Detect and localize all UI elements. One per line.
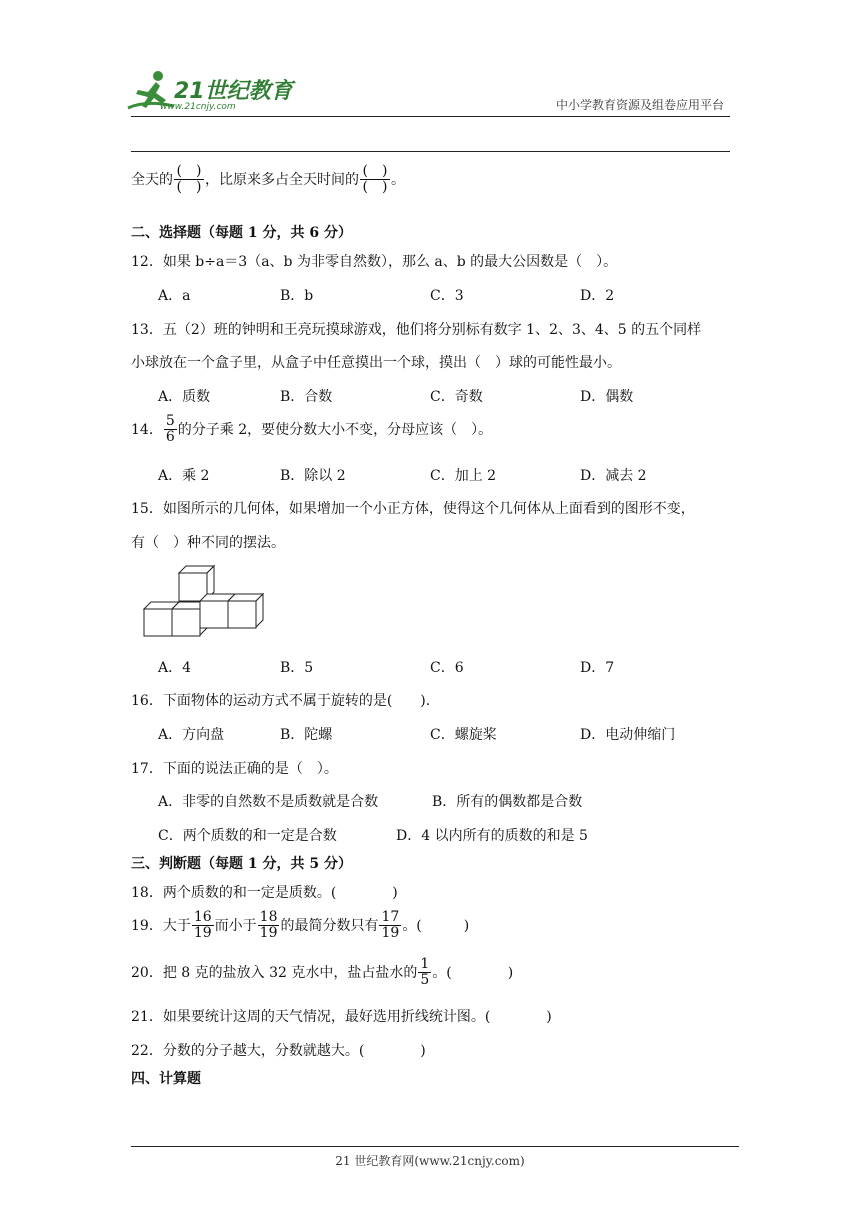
section-title: 二、选择题（每题 1 分，共 6 分） [131,225,352,241]
option-a: A．质数 [158,389,211,405]
question-18: 18．两个质数的和一定是质数。( ) [131,885,398,901]
option-a: A．非零的自然数不是质数就是合数 [158,794,379,810]
fraction: $\frac{5}{6}$ [165,413,175,446]
logo-text: 21世纪教育 [174,79,293,104]
question-22: 22．分数的分子越大，分数就越大。( ) [131,1043,426,1059]
question-20: 20．把 8 克的盐放入 32 克水中，盐占盐水的 $\frac{1}{5}$ 。( ) [131,956,514,989]
option-b: B．陀螺 [280,727,333,743]
question-14: 14． $\frac{5}{6}$ 的分子乘 2，要使分数大小不变，分母应该（ ）。 [131,413,493,446]
option-b: B．除以 2 [280,468,346,484]
intro-line: 全天的 $\frac{( )}{( )}$ ，比原来多占全天时间的 $\frac{( )}{( )}$ 。 [131,163,405,196]
header-platform-text: 中小学教育资源及组卷应用平台 [555,98,724,112]
cube-figure [140,562,270,640]
option-b: B．合数 [280,389,333,405]
logo-url: www.21cnjy.com [160,102,236,112]
question-19: 19．大于 $\frac{16}{19}$ 而小于 $\frac{18}{19}$ 的最简分数只有 $\frac{17}{19}$ 。( ) [131,909,470,942]
footer-rule [131,1146,739,1147]
option-c: C．奇数 [430,389,483,405]
option-a: A．方向盘 [158,727,225,743]
option-d: D．7 [580,660,615,676]
question-13-line2: 小球放在一个盒子里，从盒子中任意摸出一个球，摸出（ ）球的可能性最小。 [131,355,621,371]
fraction: $\frac{1}{5}$ [420,956,430,989]
fraction: $\frac{17}{19}$ [381,909,400,942]
question-17: 17．下面的说法正确的是（ ）。 [131,761,338,777]
option-b: B．5 [280,660,314,676]
footer-text: 21 世纪教育网(www.21cnjy.com) [335,1154,525,1168]
fraction: $\frac{18}{19}$ [259,909,278,942]
option-c: C．两个质数的和一定是合数 [158,828,337,844]
question-12: 12．如果 b÷a＝3（a、b 为非零自然数），那么 a、b 的最大公因数是（ ）。 [131,254,618,270]
option-a: A．a [158,288,191,304]
option-c: C．加上 2 [430,468,497,484]
question-15-line2: 有（ ）种不同的摆法。 [131,535,285,551]
option-b: B．b [280,288,314,304]
option-d: D．减去 2 [580,468,647,484]
option-a: A．乘 2 [158,468,210,484]
option-d: D．偶数 [580,389,634,405]
section-title: 四、计算题 [131,1071,201,1087]
option-c: C．6 [430,660,464,676]
section-title: 三、判断题（每题 1 分，共 5 分） [131,856,352,872]
header-rule-2 [131,151,730,152]
logo [126,70,296,114]
option-b: B．所有的偶数都是合数 [432,794,583,810]
fraction: $\frac{16}{19}$ [193,909,212,942]
question-16: 16．下面物体的运动方式不属于旋转的是( ). [131,693,431,709]
question-15-line1: 15．如图所示的几何体，如果增加一个小正方体，使得这个几何体从上面看到的图形不变， [131,501,695,517]
option-c: C．3 [430,288,464,304]
option-d: D．2 [580,288,615,304]
option-d: D．电动伸缩门 [580,727,676,743]
option-a: A．4 [158,660,192,676]
fraction-blank: $\frac{( )}{( )}$ [360,164,390,196]
header-rule [131,116,730,117]
option-c: C．螺旋桨 [430,727,497,743]
option-d: D．4 以内所有的质数的和是 5 [396,828,588,844]
fraction-blank: $\frac{( )}{( )}$ [174,164,204,196]
question-13-line1: 13．五（2）班的钟明和王亮玩摸球游戏，他们将分别标有数字 1、2、3、4、5 的五个同样 [131,322,702,338]
question-21: 21．如果要统计这周的天气情况，最好选用折线统计图。( ) [131,1009,552,1025]
